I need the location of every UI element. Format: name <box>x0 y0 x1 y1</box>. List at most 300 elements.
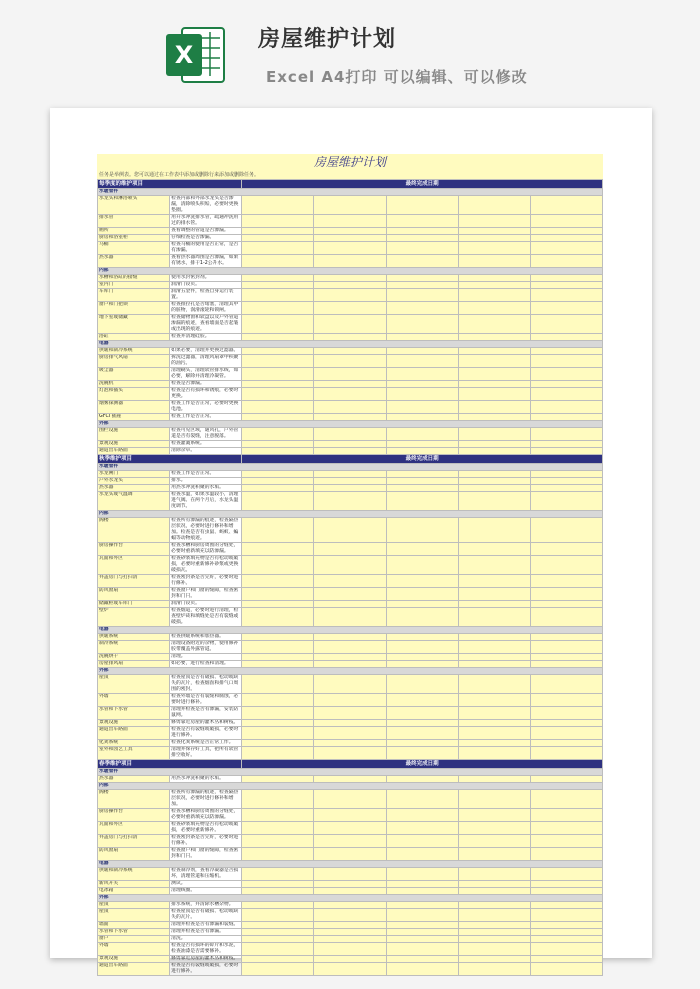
date-cell[interactable] <box>314 441 386 448</box>
date-cell[interactable] <box>458 401 530 414</box>
date-cell[interactable] <box>314 242 386 255</box>
date-cell[interactable] <box>458 348 530 355</box>
date-cell[interactable] <box>242 348 314 355</box>
task-item[interactable]: 外墙 <box>98 943 170 956</box>
date-cell[interactable] <box>530 675 602 694</box>
task-description[interactable]: 清理设备附近的杂物，使用修补胶带覆盖外露管道。 <box>170 641 242 654</box>
date-cell[interactable] <box>386 471 458 478</box>
date-cell[interactable] <box>530 929 602 936</box>
date-cell[interactable] <box>458 694 530 707</box>
date-cell[interactable] <box>314 608 386 627</box>
date-cell[interactable] <box>386 822 458 835</box>
date-cell[interactable] <box>242 388 314 401</box>
date-cell[interactable] <box>386 485 458 492</box>
date-cell[interactable] <box>242 707 314 720</box>
date-cell[interactable] <box>314 661 386 668</box>
date-cell[interactable] <box>314 588 386 601</box>
date-cell[interactable] <box>314 401 386 414</box>
date-cell[interactable] <box>458 634 530 641</box>
date-cell[interactable] <box>242 848 314 861</box>
task-item[interactable]: 厨房和浴室柜 <box>98 235 170 242</box>
date-cell[interactable] <box>386 790 458 809</box>
date-cell[interactable] <box>530 747 602 760</box>
task-item[interactable]: 热水器 <box>98 255 170 268</box>
date-cell[interactable] <box>530 355 602 368</box>
date-cell[interactable] <box>530 641 602 654</box>
task-item[interactable]: 化粪系统 <box>98 740 170 747</box>
task-description[interactable]: 检查外墙是否有裂缝和腐蚀，必要时进行修补。 <box>170 694 242 707</box>
date-cell[interactable] <box>314 471 386 478</box>
date-cell[interactable] <box>314 235 386 242</box>
date-cell[interactable] <box>458 441 530 448</box>
date-cell[interactable] <box>458 388 530 401</box>
date-cell[interactable] <box>386 492 458 511</box>
date-cell[interactable] <box>242 334 314 341</box>
date-cell[interactable] <box>530 556 602 575</box>
date-cell[interactable] <box>386 348 458 355</box>
task-item[interactable]: 厨房操作台 <box>98 809 170 822</box>
date-cell[interactable] <box>530 848 602 861</box>
date-cell[interactable] <box>242 868 314 881</box>
date-cell[interactable] <box>386 868 458 881</box>
date-cell[interactable] <box>314 315 386 334</box>
date-cell[interactable] <box>242 381 314 388</box>
task-item[interactable]: 屋顶 <box>98 909 170 922</box>
date-cell[interactable] <box>386 902 458 909</box>
date-cell[interactable] <box>530 694 602 707</box>
date-cell[interactable] <box>386 675 458 694</box>
date-cell[interactable] <box>530 707 602 720</box>
date-cell[interactable] <box>458 929 530 936</box>
date-cell[interactable] <box>386 355 458 368</box>
date-cell[interactable] <box>242 448 314 455</box>
task-item[interactable]: 吸尘器 <box>98 368 170 381</box>
date-cell[interactable] <box>314 641 386 654</box>
date-cell[interactable] <box>530 242 602 255</box>
task-description[interactable]: 检查所有渗漏的痕迹，检查隔热层状况，必要时进行修补和增加。 <box>170 790 242 809</box>
task-description[interactable]: 检查是否有损坏和锈痕，必要时更换。 <box>170 388 242 401</box>
date-cell[interactable] <box>386 848 458 861</box>
task-item[interactable]: 烟雾探测器 <box>98 401 170 414</box>
task-item[interactable]: 景观设施 <box>98 956 170 963</box>
task-item[interactable]: 供暖和制冷系统 <box>98 868 170 881</box>
date-cell[interactable] <box>458 334 530 341</box>
date-cell[interactable] <box>530 835 602 848</box>
date-cell[interactable] <box>242 747 314 760</box>
task-description[interactable]: 检查工作是否正常，必要时更换电池。 <box>170 401 242 414</box>
task-description[interactable]: 检查灌溉系统。 <box>170 441 242 448</box>
date-cell[interactable] <box>530 822 602 835</box>
date-cell[interactable] <box>242 790 314 809</box>
date-cell[interactable] <box>530 401 602 414</box>
date-cell[interactable] <box>242 414 314 421</box>
date-cell[interactable] <box>530 492 602 511</box>
date-cell[interactable] <box>314 448 386 455</box>
date-cell[interactable] <box>458 556 530 575</box>
date-cell[interactable] <box>530 588 602 601</box>
date-cell[interactable] <box>458 428 530 441</box>
date-cell[interactable] <box>386 922 458 929</box>
date-cell[interactable] <box>458 414 530 421</box>
task-item[interactable]: 浴缸 <box>98 334 170 341</box>
date-cell[interactable] <box>314 428 386 441</box>
date-cell[interactable] <box>314 809 386 822</box>
date-cell[interactable] <box>314 747 386 760</box>
date-cell[interactable] <box>314 388 386 401</box>
task-description[interactable]: 润滑门铰页。 <box>170 601 242 608</box>
task-item[interactable]: 通道出车路面 <box>98 727 170 740</box>
task-description[interactable]: 检查并清理硅胶。 <box>170 334 242 341</box>
date-cell[interactable] <box>314 694 386 707</box>
date-cell[interactable] <box>386 809 458 822</box>
date-cell[interactable] <box>458 228 530 235</box>
date-cell[interactable] <box>314 881 386 888</box>
task-description[interactable]: 清理线圈。 <box>170 888 242 895</box>
task-item[interactable]: 厕所 <box>98 228 170 235</box>
date-cell[interactable] <box>242 727 314 740</box>
date-cell[interactable] <box>386 215 458 228</box>
task-description[interactable]: 清除杂草。 <box>170 448 242 455</box>
task-item[interactable]: 防风窗扇 <box>98 848 170 861</box>
date-cell[interactable] <box>458 302 530 315</box>
date-cell[interactable] <box>242 902 314 909</box>
date-cell[interactable] <box>458 809 530 822</box>
date-cell[interactable] <box>386 776 458 783</box>
date-cell[interactable] <box>242 543 314 556</box>
date-cell[interactable] <box>314 228 386 235</box>
task-item[interactable]: 瓦面和外区 <box>98 822 170 835</box>
date-cell[interactable] <box>458 740 530 747</box>
task-description[interactable]: 修剪靠近房屋的灌木丛和树枝。 <box>170 956 242 963</box>
task-description[interactable]: 检查工作是否正常。 <box>170 471 242 478</box>
date-cell[interactable] <box>458 835 530 848</box>
task-item[interactable]: 窗户 <box>98 936 170 943</box>
task-item[interactable]: 地下室或储藏 <box>98 315 170 334</box>
date-cell[interactable] <box>386 601 458 608</box>
task-item[interactable]: 壁炉 <box>98 608 170 627</box>
date-cell[interactable] <box>314 727 386 740</box>
date-cell[interactable] <box>386 388 458 401</box>
task-item[interactable]: 围栏设施 <box>98 428 170 441</box>
date-cell[interactable] <box>386 943 458 956</box>
date-cell[interactable] <box>458 902 530 909</box>
task-description[interactable]: 检查烟道，必要时进行清理，检查壁炉砖和填缝处是否有裂缝或破损。 <box>170 608 242 627</box>
date-cell[interactable] <box>242 809 314 822</box>
date-cell[interactable] <box>386 235 458 242</box>
task-description[interactable]: 检查制冷剂，查看冷凝器是否损坏，清理管道和压缩机。 <box>170 868 242 881</box>
task-description[interactable]: 修剪靠近房屋的灌木丛和树枝。 <box>170 720 242 727</box>
date-cell[interactable] <box>386 543 458 556</box>
date-cell[interactable] <box>314 414 386 421</box>
date-cell[interactable] <box>458 956 530 963</box>
date-cell[interactable] <box>242 556 314 575</box>
task-item[interactable]: 屋顶 <box>98 675 170 694</box>
date-cell[interactable] <box>314 902 386 909</box>
date-cell[interactable] <box>530 601 602 608</box>
task-item[interactable]: 电冰箱 <box>98 888 170 895</box>
date-cell[interactable] <box>386 448 458 455</box>
date-cell[interactable] <box>386 740 458 747</box>
date-cell[interactable] <box>242 608 314 627</box>
date-cell[interactable] <box>386 634 458 641</box>
date-cell[interactable] <box>242 575 314 588</box>
task-description[interactable]: 润滑门铰页。 <box>170 282 242 289</box>
date-cell[interactable] <box>458 654 530 661</box>
date-cell[interactable] <box>242 518 314 543</box>
date-cell[interactable] <box>458 315 530 334</box>
date-cell[interactable] <box>314 368 386 381</box>
task-item[interactable]: 通道出车路面 <box>98 963 170 976</box>
date-cell[interactable] <box>530 302 602 315</box>
date-cell[interactable] <box>314 196 386 215</box>
task-description[interactable]: 排水系统，并清除水槽杂物。 <box>170 902 242 909</box>
date-cell[interactable] <box>530 518 602 543</box>
task-description[interactable]: 检查砂浆填充物是否有松动或破损，必要时重新修补砂浆或更换破损瓦。 <box>170 556 242 575</box>
date-cell[interactable] <box>386 368 458 381</box>
task-description[interactable]: 检查砂浆填充物是否有松动或破损，必要时重新修补。 <box>170 822 242 835</box>
date-cell[interactable] <box>314 776 386 783</box>
date-cell[interactable] <box>530 963 602 976</box>
task-item[interactable]: 窗户和门把锁 <box>98 302 170 315</box>
date-cell[interactable] <box>386 196 458 215</box>
task-description[interactable]: 检查推拉孔是否堵塞，清理其中的脏物，润滑滚轮和锁闸。 <box>170 302 242 315</box>
task-description[interactable]: 检查马桶的使用是否正常，是否有渗漏。 <box>170 242 242 255</box>
date-cell[interactable] <box>458 641 530 654</box>
task-item[interactable]: 景观设施 <box>98 441 170 448</box>
date-cell[interactable] <box>458 707 530 720</box>
date-cell[interactable] <box>314 922 386 929</box>
date-cell[interactable] <box>314 348 386 355</box>
date-cell[interactable] <box>530 428 602 441</box>
date-cell[interactable] <box>530 289 602 302</box>
task-item[interactable]: 厨房操作台 <box>98 543 170 556</box>
date-cell[interactable] <box>242 401 314 414</box>
date-cell[interactable] <box>530 255 602 268</box>
task-item[interactable]: 新风开关 <box>98 881 170 888</box>
date-cell[interactable] <box>314 302 386 315</box>
task-item[interactable]: 水槽和浴缸的接缝 <box>98 275 170 282</box>
task-item[interactable]: 水管和下水管 <box>98 707 170 720</box>
date-cell[interactable] <box>242 235 314 242</box>
date-cell[interactable] <box>458 275 530 282</box>
date-cell[interactable] <box>386 255 458 268</box>
task-description[interactable]: 检查窗户和门窗的缝隙，检查密封和门闩。 <box>170 848 242 861</box>
date-cell[interactable] <box>386 654 458 661</box>
date-cell[interactable] <box>458 196 530 215</box>
task-item[interactable]: 马桶 <box>98 242 170 255</box>
task-item[interactable]: 储藏柜或车库门 <box>98 601 170 608</box>
date-cell[interactable] <box>242 355 314 368</box>
task-item[interactable]: 洗碗机 <box>98 381 170 388</box>
date-cell[interactable] <box>386 334 458 341</box>
date-cell[interactable] <box>314 282 386 289</box>
date-cell[interactable] <box>386 275 458 282</box>
date-cell[interactable] <box>314 485 386 492</box>
task-description[interactable]: 用热水冲洗积聚的水垢。 <box>170 776 242 783</box>
date-cell[interactable] <box>530 235 602 242</box>
date-cell[interactable] <box>458 963 530 976</box>
date-cell[interactable] <box>386 720 458 727</box>
date-cell[interactable] <box>386 888 458 895</box>
date-cell[interactable] <box>242 929 314 936</box>
task-item[interactable]: 车库门 <box>98 289 170 302</box>
date-cell[interactable] <box>242 588 314 601</box>
task-item[interactable]: 供暖和制冷系统 <box>98 348 170 355</box>
date-cell[interactable] <box>530 922 602 929</box>
date-cell[interactable] <box>530 881 602 888</box>
date-cell[interactable] <box>458 822 530 835</box>
date-cell[interactable] <box>242 909 314 922</box>
task-description[interactable]: 检查工作是否正常。 <box>170 414 242 421</box>
date-cell[interactable] <box>386 707 458 720</box>
date-cell[interactable] <box>458 255 530 268</box>
date-cell[interactable] <box>314 790 386 809</box>
task-description[interactable]: 如果必要，清理并更换过滤器。 <box>170 348 242 355</box>
date-cell[interactable] <box>530 936 602 943</box>
date-cell[interactable] <box>386 929 458 936</box>
date-cell[interactable] <box>386 835 458 848</box>
date-cell[interactable] <box>314 275 386 282</box>
date-cell[interactable] <box>242 196 314 215</box>
task-item[interactable]: 外墙 <box>98 694 170 707</box>
date-cell[interactable] <box>314 255 386 268</box>
task-item[interactable]: 室内门 <box>98 282 170 289</box>
date-cell[interactable] <box>458 355 530 368</box>
task-description[interactable]: 检查所有渗漏的痕迹，检查隔热层状况，必要时进行修补和增加。检查是否有虫鼠、蚂蚁、蝙蝠等动物痕迹。 <box>170 518 242 543</box>
task-item[interactable]: 供暖系统 <box>98 634 170 641</box>
date-cell[interactable] <box>458 868 530 881</box>
date-cell[interactable] <box>242 922 314 929</box>
task-description[interactable]: 检查是否渗漏。 <box>170 381 242 388</box>
date-cell[interactable] <box>386 881 458 888</box>
date-cell[interactable] <box>386 963 458 976</box>
date-cell[interactable] <box>386 727 458 740</box>
date-cell[interactable] <box>242 943 314 956</box>
date-cell[interactable] <box>314 654 386 661</box>
date-cell[interactable] <box>314 868 386 881</box>
date-cell[interactable] <box>314 556 386 575</box>
task-item[interactable]: 热水器 <box>98 485 170 492</box>
date-cell[interactable] <box>386 694 458 707</box>
date-cell[interactable] <box>458 881 530 888</box>
date-cell[interactable] <box>242 315 314 334</box>
date-cell[interactable] <box>242 720 314 727</box>
date-cell[interactable] <box>242 822 314 835</box>
date-cell[interactable] <box>530 228 602 235</box>
task-item[interactable]: 制冷系统 <box>98 641 170 654</box>
date-cell[interactable] <box>386 302 458 315</box>
task-description[interactable]: 检查是否有损坏的碎片和水泥，检查油漆是否需要修补。 <box>170 943 242 956</box>
date-cell[interactable] <box>530 909 602 922</box>
task-item[interactable]: 井盖房门与打扫清 <box>98 835 170 848</box>
task-description[interactable]: 清洗。 <box>170 936 242 943</box>
date-cell[interactable] <box>242 776 314 783</box>
date-cell[interactable] <box>530 809 602 822</box>
date-cell[interactable] <box>386 289 458 302</box>
date-cell[interactable] <box>242 881 314 888</box>
date-cell[interactable] <box>386 909 458 922</box>
date-cell[interactable] <box>242 835 314 848</box>
date-cell[interactable] <box>386 608 458 627</box>
date-cell[interactable] <box>530 727 602 740</box>
date-cell[interactable] <box>458 727 530 740</box>
date-cell[interactable] <box>458 588 530 601</box>
task-description[interactable]: 检查供暖系统和加热器。 <box>170 634 242 641</box>
date-cell[interactable] <box>530 485 602 492</box>
date-cell[interactable] <box>530 196 602 215</box>
task-item[interactable]: 景观设施 <box>98 720 170 727</box>
date-cell[interactable] <box>458 601 530 608</box>
task-description[interactable]: 润滑五金件，检查自身运行装置。 <box>170 289 242 302</box>
task-description[interactable]: 检查是否有裂缝或破损，必要时进行修补。 <box>170 963 242 976</box>
date-cell[interactable] <box>458 943 530 956</box>
date-cell[interactable] <box>242 428 314 441</box>
date-cell[interactable] <box>314 943 386 956</box>
task-description[interactable]: 用热水冲洗积聚的水垢。 <box>170 485 242 492</box>
date-cell[interactable] <box>530 215 602 228</box>
date-cell[interactable] <box>242 641 314 654</box>
date-cell[interactable] <box>242 368 314 381</box>
task-item[interactable]: 阁楼 <box>98 518 170 543</box>
date-cell[interactable] <box>530 868 602 881</box>
date-cell[interactable] <box>458 471 530 478</box>
date-cell[interactable] <box>314 963 386 976</box>
task-description[interactable]: 检查屋顶是否有破损、松动或缺失的瓦片。 <box>170 909 242 922</box>
date-cell[interactable] <box>314 601 386 608</box>
task-description[interactable]: 仔细检查是否渗漏。 <box>170 235 242 242</box>
date-cell[interactable] <box>242 492 314 511</box>
date-cell[interactable] <box>314 909 386 922</box>
task-description[interactable]: 清理并检查是否有渗漏。 <box>170 929 242 936</box>
date-cell[interactable] <box>314 575 386 588</box>
task-description[interactable]: 检查水槽和厨房周围的分缝处，必要时重新填充以防渗漏。 <box>170 543 242 556</box>
date-cell[interactable] <box>314 334 386 341</box>
date-cell[interactable] <box>242 485 314 492</box>
date-cell[interactable] <box>530 943 602 956</box>
task-item[interactable]: 热水器 <box>98 776 170 783</box>
task-item[interactable]: 瓦面和外区 <box>98 556 170 575</box>
task-description[interactable]: 用开水冲洗排水管，疏通冲洗用过的排水管。 <box>170 215 242 228</box>
task-item[interactable]: 房屋排风扇 <box>98 661 170 668</box>
task-description[interactable]: 查看调整的管道是否渗漏。 <box>170 228 242 235</box>
date-cell[interactable] <box>530 471 602 478</box>
date-cell[interactable] <box>386 478 458 485</box>
date-cell[interactable] <box>530 634 602 641</box>
date-cell[interactable] <box>314 936 386 943</box>
date-cell[interactable] <box>458 448 530 455</box>
date-cell[interactable] <box>458 936 530 943</box>
date-cell[interactable] <box>386 441 458 448</box>
task-item[interactable]: 厨房排气风扇 <box>98 355 170 368</box>
date-cell[interactable] <box>242 478 314 485</box>
date-cell[interactable] <box>242 471 314 478</box>
date-cell[interactable] <box>386 428 458 441</box>
task-description[interactable]: 检查内部和外部水龙头是否渗漏，清除喷头积垢，必要时更换垫圈。 <box>170 196 242 215</box>
task-description[interactable]: 检查水槽和厨房周围的分缝处，必要时重新填充以防渗漏。 <box>170 809 242 822</box>
date-cell[interactable] <box>386 381 458 388</box>
date-cell[interactable] <box>458 909 530 922</box>
date-cell[interactable] <box>386 518 458 543</box>
date-cell[interactable] <box>458 608 530 627</box>
task-description[interactable]: 排水。 <box>170 478 242 485</box>
date-cell[interactable] <box>314 381 386 388</box>
date-cell[interactable] <box>314 492 386 511</box>
task-description[interactable]: 检查可见区域，通风孔，户外管道是否有裂缝，注意脱落。 <box>170 428 242 441</box>
date-cell[interactable] <box>242 441 314 448</box>
date-cell[interactable] <box>242 654 314 661</box>
task-description[interactable]: 检查化粪系统是否正常工作。 <box>170 740 242 747</box>
date-cell[interactable] <box>458 289 530 302</box>
